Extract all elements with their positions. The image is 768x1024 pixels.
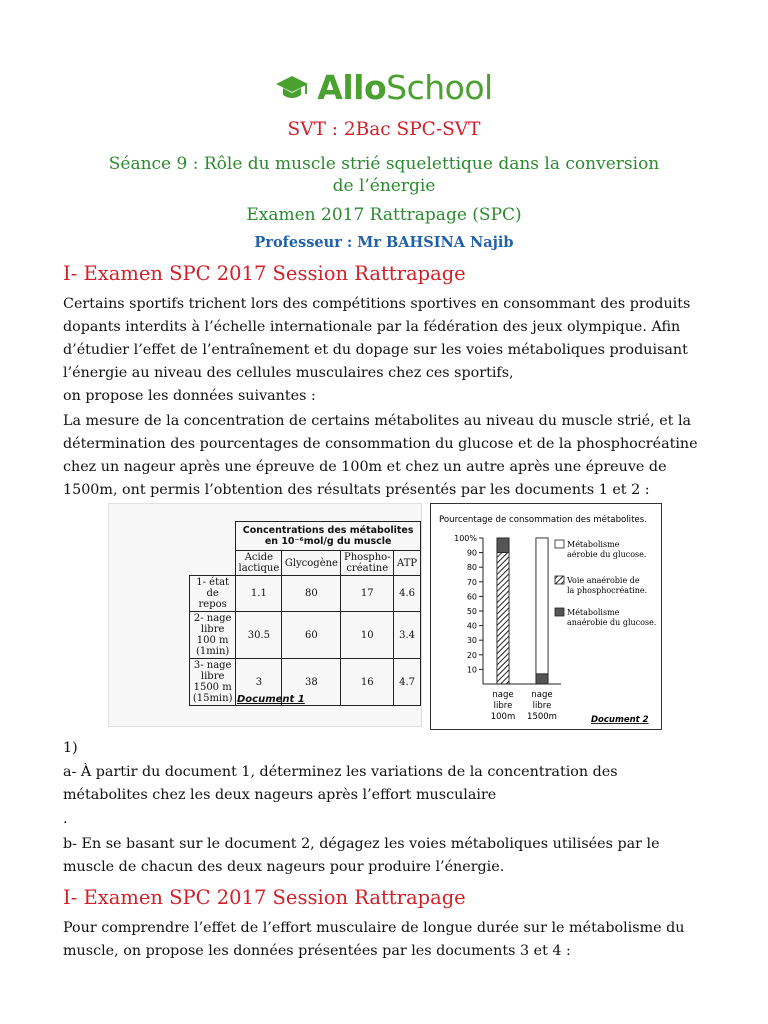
bar-segment: [536, 674, 548, 684]
y-tick-label: 90: [466, 548, 477, 558]
y-tick-label: 100%: [454, 534, 477, 543]
graduation-cap-icon: [275, 75, 309, 101]
x-tick-label: 1500m: [527, 712, 557, 722]
table-row: [190, 576, 421, 612]
bar-segment: [536, 538, 548, 674]
seance-title: Séance 9 : Rôle du muscle strié squelettique dans la conversion de l’énergie: [108, 154, 660, 196]
y-tick-label: 50: [466, 607, 477, 616]
document1-caption: Document 1: [237, 694, 305, 705]
paragraph: Certains sportifs trichent lors des compétitions sportives en consommant des produits dopants interdits à l’échelle internationale par la fédération des jeux olympique. Afin d’étudier l’effet de l’entraînement et du dopage sur les voies métaboliques produisant l’énergie au niveau des cellules musculaires chez ces sportifs,: [63, 296, 691, 381]
col-header: Acide lactique: [236, 551, 282, 576]
x-tick-label: nage: [531, 690, 553, 700]
alloschool-logo: [0, 68, 768, 107]
paragraph: on propose les données suivantes :: [63, 388, 316, 404]
bar-chart: [431, 504, 661, 729]
table-row: [190, 612, 421, 659]
x-tick-label: nage: [492, 690, 514, 700]
table-cell: 4.6: [394, 576, 421, 612]
document2-chart: [430, 503, 662, 730]
legend-swatch: [555, 576, 564, 584]
table-row: [190, 659, 421, 706]
dot-line: .: [63, 811, 68, 827]
row-label: 3- nage libre 1500 m (15min): [190, 659, 236, 706]
table-cell: 17: [341, 576, 394, 612]
section1-heading: I- Examen SPC 2017 Session Rattrapage: [63, 262, 466, 285]
table-cell: 30.5: [236, 612, 282, 659]
question-a: a- À partir du document 1, déterminez les variations de la concentration des métabolites chez les deux nageurs après l’effort musculaire: [63, 764, 618, 803]
y-tick-label: 60: [466, 592, 477, 602]
col-header: Phospho-créatine: [341, 551, 394, 576]
y-tick-label: 80: [466, 563, 477, 573]
question-number: 1): [63, 740, 78, 756]
logo-text-school: School: [386, 68, 493, 107]
chart-title: Pourcentage de consommation des métabolites.: [439, 515, 647, 525]
table-cell: 4.7: [394, 659, 421, 706]
paragraph: Pour comprendre l’effet de l’effort musculaire de longue durée sur le métabolisme du muscle, on propose les données présentées par les documents 3 et 4 :: [63, 920, 685, 959]
section2-intro: [63, 917, 703, 963]
legend-label: aérobie du glucose.: [567, 550, 647, 559]
x-tick-label: libre: [493, 701, 513, 711]
logo-text-allo: Allo: [317, 68, 387, 107]
y-tick-label: 30: [466, 636, 477, 646]
section1-intro: [63, 293, 703, 385]
exam-title: Examen 2017 Rattrapage (SPC): [246, 205, 522, 225]
table-cell: 1.1: [236, 576, 282, 612]
x-tick-label: libre: [532, 701, 552, 711]
professor-name: Professeur : Mr BAHSINA Najib: [254, 234, 514, 251]
table-cell: 38: [282, 659, 341, 706]
legend-swatch: [555, 608, 564, 616]
y-tick-label: 40: [466, 621, 477, 631]
y-tick-label: 10: [466, 665, 477, 675]
table-cell: 60: [282, 612, 341, 659]
col-header: ATP: [394, 551, 421, 576]
y-tick-label: 20: [466, 650, 477, 660]
section1-description: [63, 410, 703, 502]
table-cell: 3.4: [394, 612, 421, 659]
x-tick-label: 100m: [490, 712, 516, 722]
table-header-main: Concentrations des métabolites en 10⁻⁶mol/g du muscle: [236, 522, 421, 551]
row-label: 2- nage libre 100 m (1min): [190, 612, 236, 659]
paragraph: La mesure de la concentration de certains métabolites au niveau du muscle strié, et la détermination des pourcentages de consommation du glucose et de la phosphocréatine chez un nageur après une épreuve de 100m et chez un autre après une épreuve de 1500m, ont permis l’obtention des résultats présentés par les documents 1 et 2 :: [63, 413, 698, 498]
table-cell: 10: [341, 612, 394, 659]
legend-label: Métabolisme: [567, 608, 620, 617]
document1-figure: [108, 503, 422, 727]
row-label: 1- état de repos: [190, 576, 236, 612]
section2-heading: I- Examen SPC 2017 Session Rattrapage: [63, 886, 466, 909]
table-cell: 80: [282, 576, 341, 612]
bar-segment: [497, 538, 509, 553]
document2-caption: Document 2: [591, 715, 649, 725]
subject-title: SVT : 2Bac SPC-SVT: [287, 119, 481, 140]
y-tick-label: 70: [466, 577, 477, 587]
bar-segment: [497, 553, 509, 684]
legend-label: anaérobie du glucose.: [567, 618, 657, 627]
table-cell: 3: [236, 659, 282, 706]
legend-swatch: [555, 540, 564, 548]
question-b: b- En se basant sur le document 2, dégagez les voies métaboliques utilisées par le muscle de chacun des deux nageurs pour produire l’énergie.: [63, 836, 660, 875]
legend-label: Voie anaérobie de: [567, 576, 640, 585]
col-header: Glycogène: [282, 551, 341, 576]
table-cell: 16: [341, 659, 394, 706]
legend-label: Métabolisme: [567, 540, 620, 549]
section1-lead: [63, 385, 703, 408]
document1-table: [189, 521, 421, 706]
legend-label: la phosphocréatine.: [567, 586, 648, 595]
